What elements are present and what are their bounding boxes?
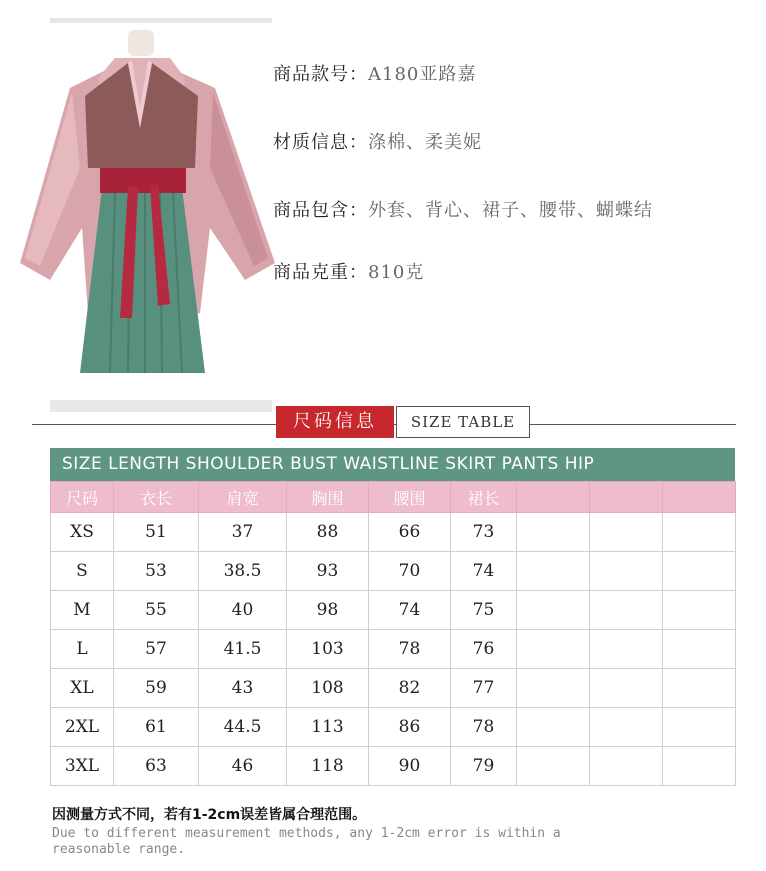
header-cell bbox=[663, 482, 736, 513]
size-header-en: SIZE LENGTH SHOULDER BUST WAISTLINE SKIRT PANTS HIP bbox=[50, 448, 735, 481]
measurement-note-zh: 因测量方式不同，若有1-2cm误差皆属合理范围。 bbox=[52, 807, 367, 823]
table-cell bbox=[517, 747, 590, 786]
table-cell: 86 bbox=[369, 708, 451, 747]
table-cell: 40 bbox=[199, 591, 287, 630]
product-photo bbox=[10, 18, 275, 413]
info-value: 外套、背心、裙子、腰带、蝴蝶结 bbox=[368, 200, 653, 221]
table-cell bbox=[590, 669, 663, 708]
header-cell bbox=[517, 482, 590, 513]
table-cell bbox=[663, 513, 736, 552]
table-cell: M bbox=[51, 591, 114, 630]
table-cell: 93 bbox=[287, 552, 369, 591]
table-cell bbox=[590, 747, 663, 786]
header-cell: 肩宽 bbox=[199, 482, 287, 513]
table-row bbox=[51, 591, 736, 630]
table-cell: 90 bbox=[369, 747, 451, 786]
table-cell: 38.5 bbox=[199, 552, 287, 591]
table-cell: 2XL bbox=[51, 708, 114, 747]
table-cell: 76 bbox=[451, 630, 517, 669]
table-cell: 46 bbox=[199, 747, 287, 786]
table-cell bbox=[517, 552, 590, 591]
info-style-number bbox=[273, 60, 476, 86]
table-cell: 98 bbox=[287, 591, 369, 630]
table-cell: 57 bbox=[114, 630, 199, 669]
table-cell: 113 bbox=[287, 708, 369, 747]
info-value: 涤棉、柔美妮 bbox=[368, 132, 482, 153]
table-cell bbox=[590, 552, 663, 591]
table-cell bbox=[663, 591, 736, 630]
table-cell bbox=[663, 747, 736, 786]
table-cell bbox=[590, 591, 663, 630]
size-table bbox=[50, 448, 735, 786]
table-cell bbox=[590, 708, 663, 747]
table-cell: 103 bbox=[287, 630, 369, 669]
table-cell: 63 bbox=[114, 747, 199, 786]
table-cell bbox=[517, 513, 590, 552]
table-cell: 53 bbox=[114, 552, 199, 591]
size-grid bbox=[50, 481, 736, 786]
table-cell bbox=[517, 708, 590, 747]
table-cell bbox=[663, 669, 736, 708]
measurement-note-en: Due to different measurement methods, any 1-2cm error is within a reasonable range. bbox=[52, 826, 561, 857]
header-cell bbox=[590, 482, 663, 513]
table-cell: 82 bbox=[369, 669, 451, 708]
table-cell bbox=[517, 630, 590, 669]
size-table-title bbox=[32, 406, 736, 438]
table-cell: 59 bbox=[114, 669, 199, 708]
table-cell bbox=[590, 630, 663, 669]
info-value: 810克 bbox=[368, 262, 425, 283]
table-cell: 79 bbox=[451, 747, 517, 786]
size-title-en: SIZE TABLE bbox=[396, 406, 530, 438]
info-contents bbox=[273, 196, 653, 222]
table-cell: 44.5 bbox=[199, 708, 287, 747]
size-header-zh bbox=[51, 482, 736, 513]
table-cell: 37 bbox=[199, 513, 287, 552]
header-cell: 胸围 bbox=[287, 482, 369, 513]
table-cell: 78 bbox=[369, 630, 451, 669]
table-cell: XS bbox=[51, 513, 114, 552]
info-label: 商品克重： bbox=[273, 262, 368, 283]
table-row bbox=[51, 513, 736, 552]
info-label: 商品包含： bbox=[273, 200, 368, 221]
costume-on-mannequin-icon bbox=[10, 18, 275, 413]
table-cell: 41.5 bbox=[199, 630, 287, 669]
table-row bbox=[51, 630, 736, 669]
info-label: 商品款号： bbox=[273, 64, 368, 85]
table-cell bbox=[517, 591, 590, 630]
table-cell bbox=[663, 708, 736, 747]
header-cell: 裙长 bbox=[451, 482, 517, 513]
header-cell: 尺码 bbox=[51, 482, 114, 513]
header-cell: 腰围 bbox=[369, 482, 451, 513]
info-material bbox=[273, 128, 482, 154]
table-cell: 118 bbox=[287, 747, 369, 786]
table-cell: 74 bbox=[369, 591, 451, 630]
table-row bbox=[51, 669, 736, 708]
table-cell: S bbox=[51, 552, 114, 591]
info-label: 材质信息： bbox=[273, 132, 368, 153]
table-cell: 108 bbox=[287, 669, 369, 708]
table-cell bbox=[517, 669, 590, 708]
table-cell bbox=[663, 552, 736, 591]
table-row bbox=[51, 747, 736, 786]
table-cell: 74 bbox=[451, 552, 517, 591]
table-row bbox=[51, 708, 736, 747]
table-cell: 3XL bbox=[51, 747, 114, 786]
table-cell: 73 bbox=[451, 513, 517, 552]
table-cell bbox=[663, 630, 736, 669]
table-row bbox=[51, 552, 736, 591]
table-cell: 78 bbox=[451, 708, 517, 747]
table-cell: XL bbox=[51, 669, 114, 708]
table-cell: 43 bbox=[199, 669, 287, 708]
table-cell: 75 bbox=[451, 591, 517, 630]
table-cell: 70 bbox=[369, 552, 451, 591]
header-cell: 衣长 bbox=[114, 482, 199, 513]
size-title-zh: 尺码信息 bbox=[276, 406, 394, 438]
table-cell: 88 bbox=[287, 513, 369, 552]
info-value: A180亚路嘉 bbox=[368, 64, 477, 85]
table-cell: 51 bbox=[114, 513, 199, 552]
table-cell: 66 bbox=[369, 513, 451, 552]
info-weight bbox=[273, 258, 424, 284]
table-cell: 77 bbox=[451, 669, 517, 708]
table-cell bbox=[590, 513, 663, 552]
table-cell: 61 bbox=[114, 708, 199, 747]
table-cell: L bbox=[51, 630, 114, 669]
table-cell: 55 bbox=[114, 591, 199, 630]
